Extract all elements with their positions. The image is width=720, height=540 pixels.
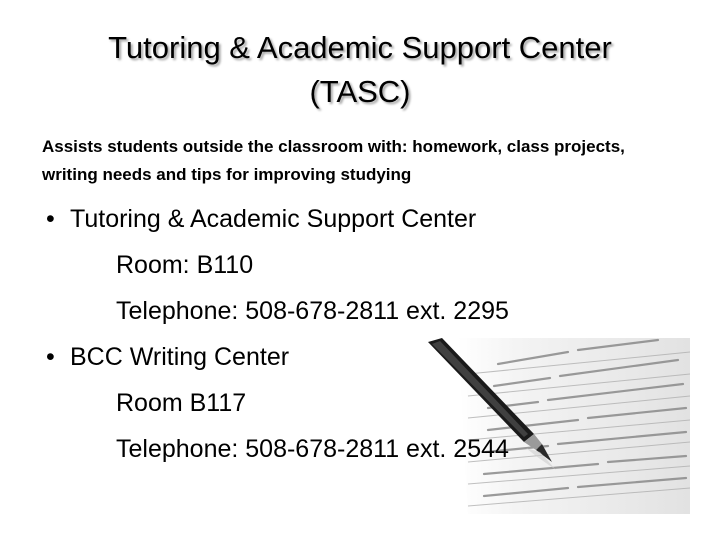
center-phone: Telephone: 508-678-2811 ext. 2295 bbox=[116, 297, 509, 325]
bullet-list bbox=[46, 196, 686, 472]
title-line-2: (TASC) bbox=[309, 74, 411, 109]
slide-title bbox=[0, 26, 720, 114]
intro-text: Assists students outside the classroom with: homework, class projects, writing needs and tips for improving studying bbox=[42, 137, 625, 184]
center-phone: Telephone: 508-678-2811 ext. 2544 bbox=[116, 435, 509, 463]
bullet-icon: • bbox=[46, 343, 55, 371]
center-name: Tutoring & Academic Support Center bbox=[70, 205, 477, 233]
title-line-1: Tutoring & Academic Support Center bbox=[108, 30, 612, 65]
bullet-item-tasc bbox=[46, 196, 686, 242]
bullet-item-writing-center bbox=[46, 334, 686, 380]
center-room: Room B117 bbox=[116, 389, 247, 417]
center-room: Room: B110 bbox=[116, 251, 254, 279]
bullet-icon: • bbox=[46, 205, 55, 233]
center-name: BCC Writing Center bbox=[70, 343, 290, 371]
